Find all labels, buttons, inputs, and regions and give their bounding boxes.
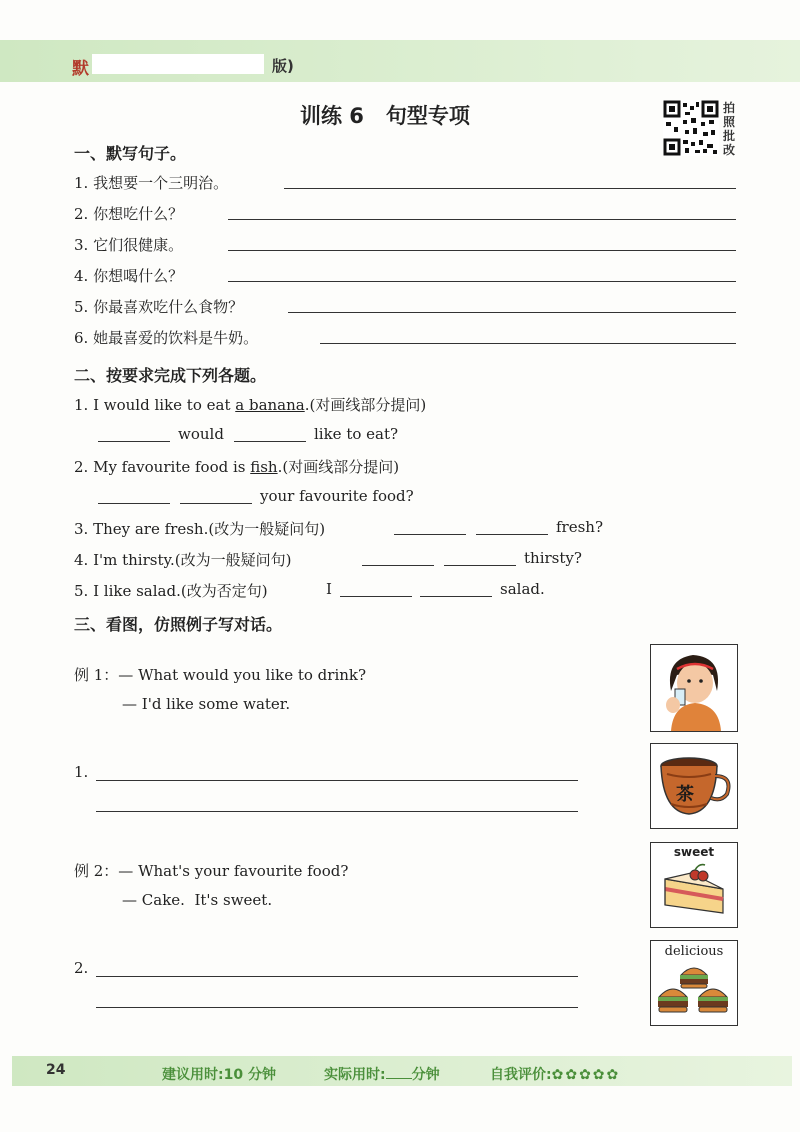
answer-text: I (326, 580, 332, 598)
section3-heading: 三、看图，仿照例子写对话。 (74, 615, 283, 634)
suggested-time: 建议用时:10 分钟 (162, 1067, 276, 1083)
section2-q1: 1. I would like to eat a banana.(对画线部分提问) (74, 396, 427, 414)
item2-number: 2. (74, 959, 89, 977)
answer-line[interactable] (96, 811, 578, 812)
girl-drinking-icon (651, 645, 737, 731)
header-series-title: 默 (72, 59, 89, 79)
picture-tea-cup (650, 743, 738, 829)
qr-code-icon[interactable] (663, 100, 719, 156)
answer-blank[interactable] (98, 441, 170, 442)
answer-blank[interactable] (234, 441, 306, 442)
self-evaluation: 自我评价:✿✿✿✿✿ (490, 1067, 621, 1083)
picture-cake (650, 842, 738, 928)
section1-item: 4. 你想喝什么？ (74, 267, 184, 285)
section1-heading: 一、默写句子。 (74, 144, 187, 163)
actual-time: 实际用时: 分钟 (324, 1067, 440, 1083)
answer-line[interactable] (288, 312, 736, 313)
qr-label: 拍 照 批 改 (723, 101, 736, 157)
answer-blank[interactable] (340, 596, 412, 597)
answer-text: fresh? (556, 518, 603, 536)
underlined-phrase: a banana (235, 396, 305, 414)
rating-flowers-icon[interactable]: ✿✿✿✿✿ (551, 1067, 621, 1083)
answer-text: your favourite food? (260, 487, 414, 505)
section2-q4: 4. I'm thirsty.(改为一般疑问句) (74, 551, 292, 569)
answer-line[interactable] (96, 976, 578, 977)
section1-item: 3. 它们很健康。 (74, 236, 184, 254)
actual-time-blank[interactable] (386, 1078, 412, 1079)
item1-number: 1. (74, 763, 89, 781)
picture-girl-drinking (650, 644, 738, 732)
answer-blank[interactable] (98, 503, 170, 504)
section1-item: 2. 你想吃什么？ (74, 205, 184, 223)
example1-answer: — I'd like some water. (122, 695, 291, 713)
section1-item: 6. 她最喜爱的饮料是牛奶。 (74, 329, 259, 347)
answer-line[interactable] (228, 250, 736, 251)
section1-item: 5. 你最喜欢吃什么食物？ (74, 298, 244, 316)
answer-blank[interactable] (420, 596, 492, 597)
answer-text: would (178, 425, 224, 443)
answer-blank[interactable] (180, 503, 252, 504)
section1-item: 1. 我想要一个三明治。 (74, 174, 229, 192)
answer-text: salad. (500, 580, 545, 598)
answer-line[interactable] (96, 1007, 578, 1008)
answer-line[interactable] (96, 780, 578, 781)
underlined-phrase: fish (250, 458, 278, 476)
sweet-label: sweet (673, 845, 715, 859)
answer-text: thirsty? (524, 549, 582, 567)
example2-question: 例 2：— What's your favourite food? (74, 862, 349, 880)
answer-blank[interactable] (362, 565, 434, 566)
answer-blank[interactable] (444, 565, 516, 566)
picture-burgers (650, 940, 738, 1026)
section2-q2: 2. My favourite food is fish.(对画线部分提问) (74, 458, 400, 476)
answer-line[interactable] (228, 219, 736, 220)
answer-line[interactable] (228, 281, 736, 282)
section2-q3: 3. They are fresh.(改为一般疑问句) (74, 520, 326, 538)
header-edition: 版) (272, 57, 294, 75)
example1-question: 例 1：— What would you like to drink? (74, 666, 367, 684)
tea-cup-icon (651, 744, 737, 828)
answer-line[interactable] (284, 188, 736, 189)
answer-blank[interactable] (394, 534, 466, 535)
section2-heading: 二、按要求完成下列各题。 (74, 366, 267, 385)
tea-label: 茶 (676, 784, 694, 805)
answer-blank[interactable] (476, 534, 548, 535)
delicious-label: delicious (664, 944, 724, 959)
page-number: 24 (46, 1062, 66, 1078)
header-redaction (92, 54, 264, 74)
answer-text: like to eat? (314, 425, 399, 443)
page-title: 训练 6 句型专项 (300, 104, 470, 128)
section2-q5: 5. I like salad.(改为否定句) (74, 582, 268, 600)
answer-line[interactable] (320, 343, 736, 344)
example2-answer: — Cake. It's sweet. (122, 891, 273, 909)
